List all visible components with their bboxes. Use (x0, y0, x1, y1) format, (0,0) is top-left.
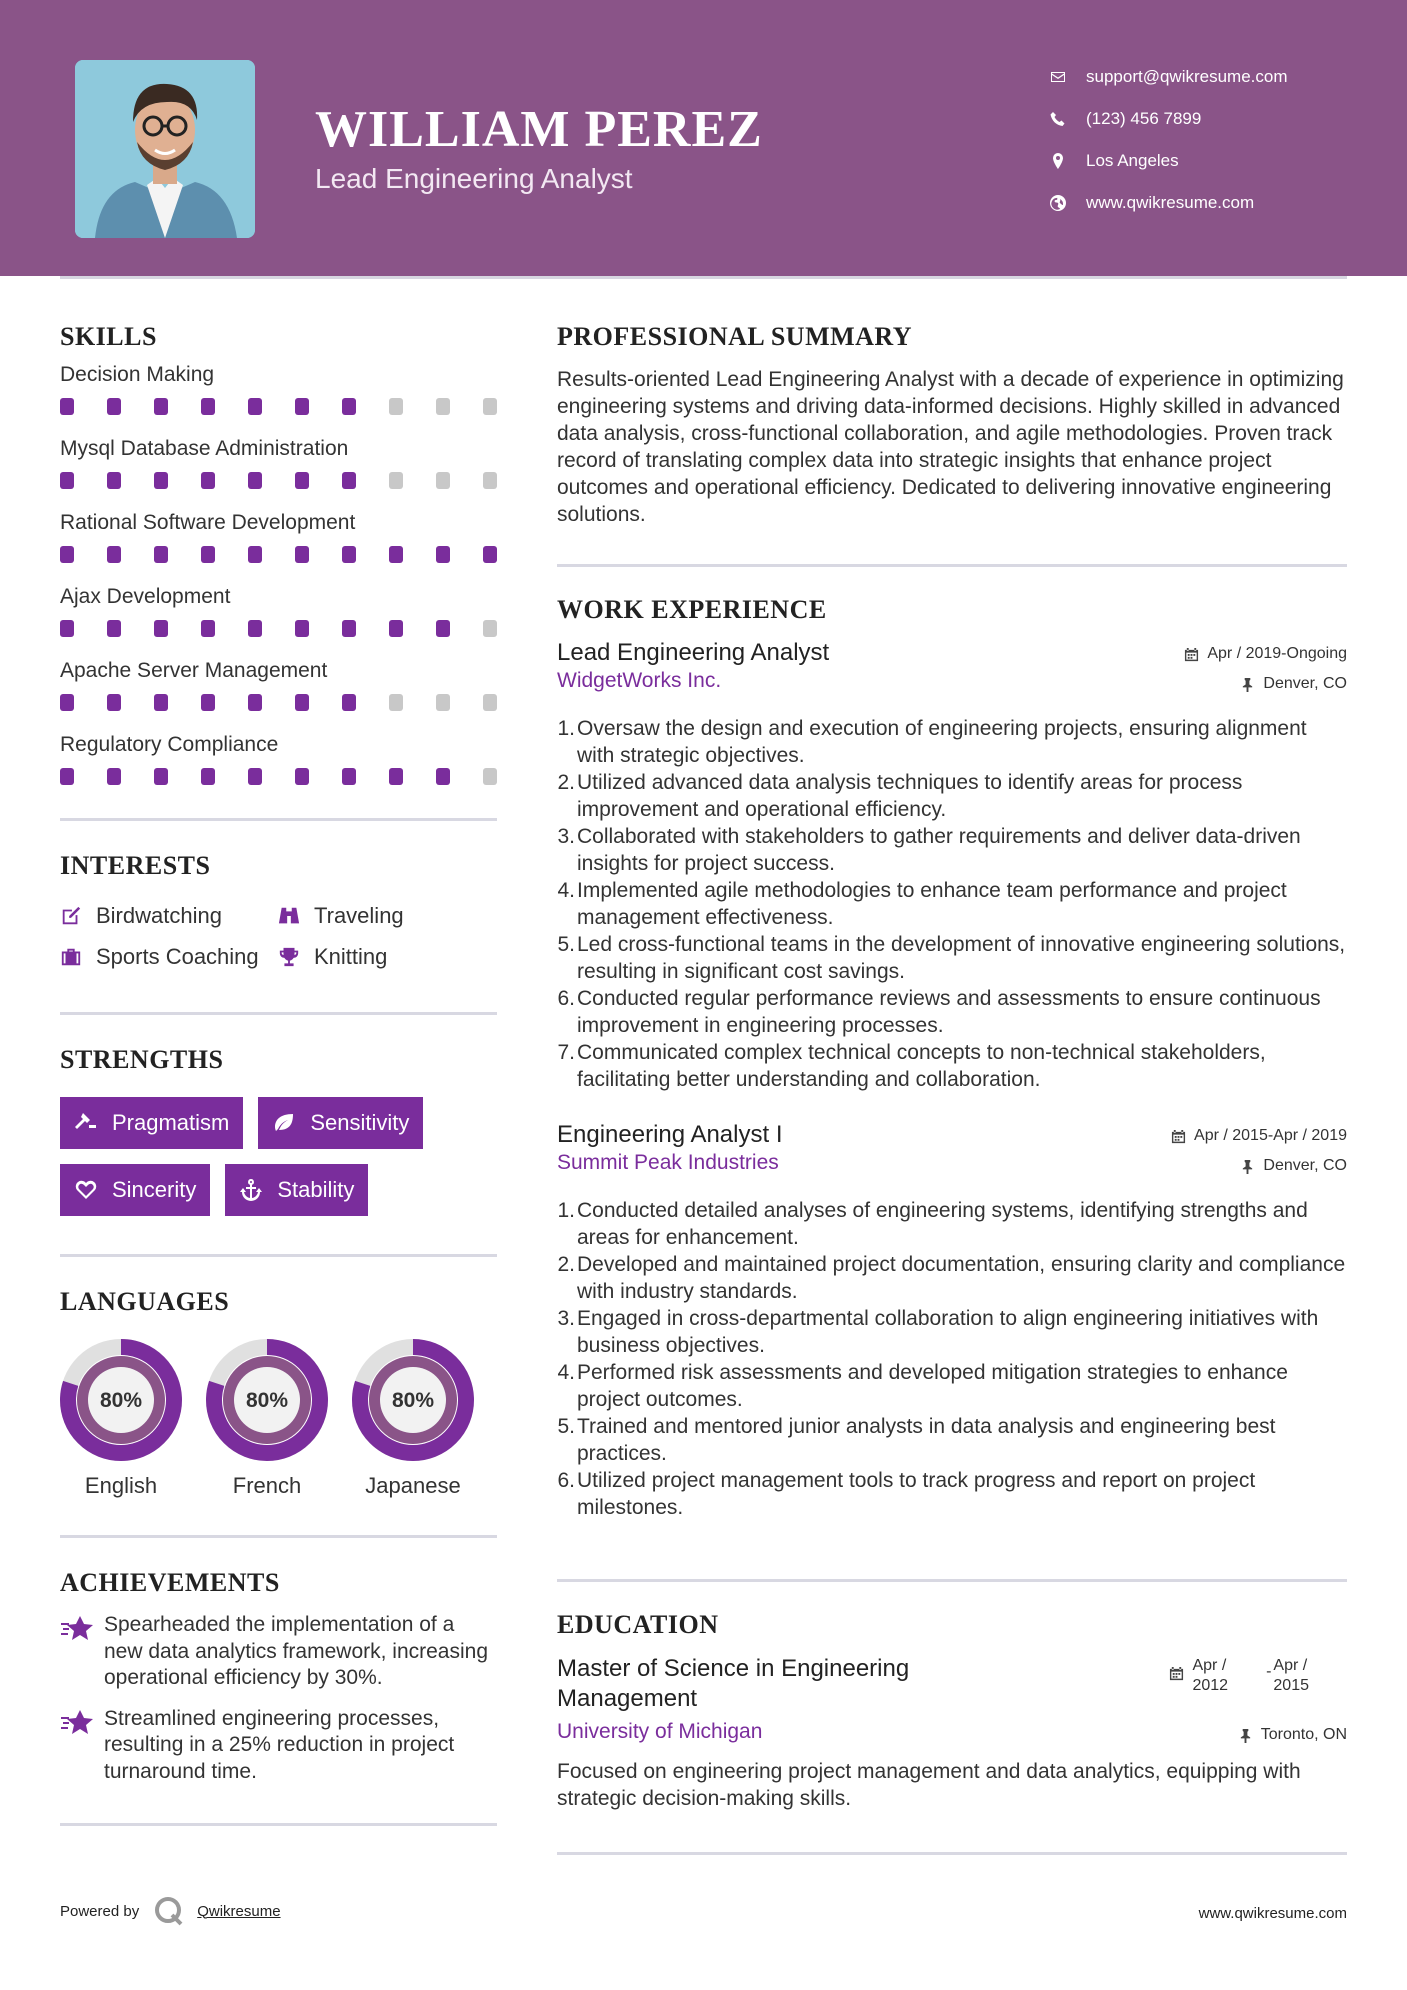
bullet-text: Trained and mentored junior analysts in data analysis and engineering best practices. (577, 1415, 1276, 1465)
strength-label: Sincerity (112, 1177, 197, 1202)
language-gauge (206, 1339, 328, 1461)
contact-phone[interactable] (1050, 98, 1288, 140)
skill-item (60, 726, 497, 800)
skill-item (60, 356, 497, 430)
rating-dot-filled (436, 546, 450, 563)
strength-tag (60, 1097, 243, 1149)
candidate-role: Lead Engineering Analyst (315, 163, 633, 194)
gauge-label: 80% (99, 1389, 143, 1412)
rating-dot-filled (295, 620, 309, 637)
job-header (557, 639, 1347, 669)
gauge-label: 80% (391, 1389, 435, 1412)
strength-label: Sensitivity (310, 1110, 410, 1135)
strength-label: Stability (277, 1177, 355, 1202)
education-subheader (557, 1720, 1347, 1750)
rating-dot-empty (483, 768, 497, 785)
bullet-text: Conducted regular performance reviews and assessments to ensure continuous improvement in engineering processes. (577, 987, 1321, 1037)
rating-dot-filled (201, 694, 215, 711)
skill-rating (60, 468, 497, 504)
rating-dot-filled (107, 694, 121, 711)
bullet-text: Communicated complex technical concepts to non-technical stakeholders, facilitating better understanding and collaboration. (577, 1041, 1266, 1091)
rating-dot-empty (483, 694, 497, 711)
rating-dot-filled (295, 694, 309, 711)
contact-location (1050, 140, 1288, 182)
language-gauge (352, 1339, 474, 1461)
date-separator: - (1266, 1663, 1272, 1680)
job-subheader (557, 669, 1347, 699)
anchor-icon (239, 1178, 263, 1202)
rating-dot-filled (201, 546, 215, 563)
rating-dot-empty (436, 472, 450, 489)
rating-dot-filled (436, 620, 450, 637)
rating-dot-filled (201, 398, 215, 415)
list-item: 6. Utilized project management tools to track progress and report on project milestones. (557, 1467, 1347, 1521)
job-dates (1184, 639, 1347, 669)
location-pin-icon (1050, 153, 1086, 169)
interests-list (60, 903, 497, 970)
company-name: WidgetWorks Inc. (557, 669, 722, 692)
rating-dot-filled (60, 694, 74, 711)
globe-icon (1050, 195, 1086, 211)
header-divider (60, 276, 1347, 279)
list-item: 1. Oversaw the design and execution of engineering projects, ensuring alignment with strategic objectives. (557, 715, 1347, 769)
list-item: 2. Developed and maintained project documentation, ensuring clarity and compliance with industry standards. (557, 1253, 1346, 1303)
degree-line-2: Management (557, 1685, 698, 1712)
calendar-icon (1169, 1666, 1184, 1681)
language-item (60, 1339, 182, 1499)
rating-dot-filled (342, 546, 356, 563)
start-date-line-1: Apr / (1192, 1657, 1227, 1674)
rating-dot-empty (483, 472, 497, 489)
education-title: EDUCATION (557, 1610, 719, 1639)
language-name: English (84, 1473, 158, 1498)
skills-title: SKILLS (60, 322, 157, 351)
footer-website[interactable]: www.qwikresume.com (1198, 1905, 1347, 1922)
strength-tag (258, 1097, 423, 1149)
interest-item (60, 944, 278, 970)
rating-dot-filled (60, 620, 74, 637)
summary-title: PROFESSIONAL SUMMARY (557, 322, 913, 351)
left-column (60, 322, 497, 1826)
job-location-text: Denver, CO (1263, 1157, 1347, 1174)
rating-dot-filled (342, 694, 356, 711)
rating-dot-filled (483, 546, 497, 563)
skill-rating (60, 764, 497, 800)
rating-dot-filled (248, 768, 262, 785)
rating-dot-filled (342, 768, 356, 785)
education-location (1238, 1720, 1347, 1750)
list-item: 4. Performed risk assessments and developed mitigation strategies to enhance project outcomes. (557, 1359, 1347, 1413)
rating-dot-filled (248, 546, 262, 563)
rating-dot-filled (60, 398, 74, 415)
section-divider (557, 1579, 1347, 1582)
interest-label: Birdwatching (96, 903, 222, 928)
rating-dot-filled (154, 694, 168, 711)
rating-dot-filled (107, 768, 121, 785)
gavel-icon (74, 1111, 98, 1135)
education-dates (1169, 1656, 1347, 1696)
interest-item (278, 903, 478, 929)
skills-list (60, 356, 497, 800)
candidate-name: WILLIAM PEREZ (315, 101, 763, 158)
contact-list (1050, 56, 1288, 224)
strengths-title: STRENGTHS (60, 1045, 224, 1074)
achievement-item (60, 1706, 497, 1786)
interests-title: INTERESTS (60, 851, 211, 880)
list-item: 6. Conducted regular performance reviews and assessments to ensure continuous improvement in engineering processes. (557, 985, 1347, 1039)
star-icon (60, 1708, 94, 1738)
phone-icon (1050, 111, 1086, 127)
briefcase-icon (60, 946, 82, 968)
rating-dot-filled (248, 694, 262, 711)
interest-label: Knitting (314, 944, 388, 969)
calendar-icon (1184, 647, 1199, 662)
rating-dot-filled (201, 472, 215, 489)
rating-dot-empty (389, 472, 403, 489)
skill-item (60, 430, 497, 504)
rating-dot-filled (295, 768, 309, 785)
job-location (1240, 1151, 1347, 1181)
interest-item (278, 944, 478, 970)
contact-phone-text: (123) 456 7899 (1086, 109, 1202, 128)
language-name: Japanese (365, 1473, 461, 1498)
strength-label: Pragmatism (112, 1110, 230, 1135)
rating-dot-filled (154, 620, 168, 637)
skill-name: Apache Server Management (60, 659, 328, 682)
skill-item (60, 504, 497, 578)
skill-rating (60, 394, 497, 430)
list-item: 5. Trained and mentored junior analysts in data analysis and engineering best practices. (557, 1413, 1347, 1467)
rating-dot-filled (389, 620, 403, 637)
contact-email-text: support@qwikresume.com (1086, 67, 1288, 86)
bullet-text: Performed risk assessments and developed mitigation strategies to enhance project outcomes. (577, 1361, 1288, 1411)
rating-dot-filled (60, 768, 74, 785)
contact-website-text: www.qwikresume.com (1086, 193, 1255, 212)
section-divider (557, 564, 1347, 567)
envelope-icon (1050, 69, 1086, 85)
strengths-list (60, 1097, 497, 1216)
heart-icon (74, 1178, 98, 1202)
rating-dot-filled (107, 546, 121, 563)
calendar-icon (1171, 1129, 1186, 1144)
job-location (1240, 669, 1347, 699)
bullet-text: Implemented agile methodologies to enhance team performance and project management effectiveness. (577, 879, 1287, 929)
rating-dot-filled (248, 620, 262, 637)
language-name: French (232, 1473, 302, 1498)
summary-text: Results-oriented Lead Engineering Analyst with a decade of experience in optimizing engineering systems and driving data-informed decisions. Highly skilled in advanced data analysis, cross-functional collaboration, and agile methodologies. Proven track record of translating complex data into strategic insights that enhance project outcomes and operational efficiency. Dedicated to delivering innovative engineering solutions. (557, 368, 1344, 526)
skill-item (60, 652, 497, 726)
bullet-text: Conducted detailed analyses of engineering systems, identifying strengths and areas for enhancement. (577, 1199, 1308, 1249)
rating-dot-filled (389, 768, 403, 785)
rating-dot-filled (436, 768, 450, 785)
rating-dot-empty (389, 398, 403, 415)
rating-dot-filled (342, 620, 356, 637)
job-title: Engineering Analyst I (557, 1121, 783, 1148)
list-item: 1. Conducted detailed analyses of engineering systems, identifying strengths and areas for enhancement. (557, 1197, 1347, 1251)
interest-label: Traveling (314, 903, 404, 928)
job-dates (1171, 1121, 1347, 1151)
job-subheader (557, 1151, 1347, 1181)
pushpin-icon (1238, 1728, 1253, 1743)
language-item (206, 1339, 328, 1499)
section-divider (60, 1535, 497, 1538)
achievements-list (60, 1612, 497, 1785)
rating-dot-filled (60, 472, 74, 489)
section-divider (60, 1823, 497, 1826)
job-entry (557, 1121, 1347, 1521)
brand-link[interactable]: Qwikresume (197, 1902, 281, 1920)
skill-rating (60, 616, 497, 652)
skill-item (60, 578, 497, 652)
skill-name: Regulatory Compliance (60, 733, 279, 756)
languages-list (60, 1339, 497, 1499)
rating-dot-empty (483, 620, 497, 637)
rating-dot-filled (342, 472, 356, 489)
interest-item (60, 903, 278, 929)
right-column (557, 322, 1347, 1855)
bullet-text: Oversaw the design and execution of engineering projects, ensuring alignment with strategic objectives. (577, 717, 1307, 767)
rating-dot-filled (154, 472, 168, 489)
job-header (557, 1121, 1347, 1151)
end-date-line-1: Apr / (1273, 1657, 1308, 1674)
achievement-text: Spearheaded the implementation of a new data analytics framework, increasing operational efficiency by 30%. (104, 1613, 489, 1689)
contact-website[interactable] (1050, 182, 1288, 224)
pushpin-icon (1240, 677, 1255, 692)
bullet-text: Utilized project management tools to track progress and report on project milestones. (577, 1469, 1256, 1519)
start-date (1192, 1656, 1228, 1696)
section-divider (557, 1852, 1347, 1855)
language-item (352, 1339, 474, 1499)
rating-dot-filled (107, 398, 121, 415)
list-item: 4. Implemented agile methodologies to enhance team performance and project management effectiveness. (557, 877, 1347, 931)
skill-name: Decision Making (60, 363, 215, 386)
job-bullets (557, 1197, 1347, 1521)
education-location-text: Toronto, ON (1260, 1726, 1347, 1743)
list-item: 5. Led cross-functional teams in the development of innovative engineering solutions, resulting in significant cost savings. (557, 933, 1346, 983)
rating-dot-filled (154, 768, 168, 785)
job-dates-text: Apr / 2019-Ongoing (1207, 645, 1347, 662)
contact-location-text: Los Angeles (1086, 151, 1179, 170)
strength-tag (225, 1164, 368, 1216)
languages-title: LANGUAGES (60, 1287, 230, 1316)
degree-title (557, 1654, 909, 1714)
bullet-text: Engaged in cross-departmental collaboration to align engineering initiatives with business objectives. (577, 1307, 1319, 1357)
leaf-icon (272, 1111, 296, 1135)
achievements-title: ACHIEVEMENTS (60, 1568, 280, 1597)
skill-rating (60, 542, 497, 578)
profile-photo (75, 60, 255, 238)
trophy-icon (278, 946, 300, 968)
rating-dot-filled (201, 620, 215, 637)
star-icon (60, 1614, 94, 1644)
rating-dot-filled (389, 546, 403, 563)
achievement-text: Streamlined engineering processes, resulting in a 25% reduction in project turnaround time. (104, 1706, 455, 1783)
list-item: 7. Communicated complex technical concepts to non-technical stakeholders, facilitating better understanding and collaboration. (557, 1039, 1347, 1093)
rating-dot-empty (483, 398, 497, 415)
rating-dot-empty (436, 398, 450, 415)
job-dates-text: Apr / 2015-Apr / 2019 (1194, 1127, 1347, 1144)
rating-dot-filled (107, 472, 121, 489)
rating-dot-empty (436, 694, 450, 711)
job-bullets (557, 715, 1347, 1093)
education-header (557, 1654, 1347, 1714)
resume-header (0, 0, 1407, 276)
rating-dot-filled (154, 398, 168, 415)
rating-dot-empty (389, 694, 403, 711)
gauge-label: 80% (245, 1389, 289, 1412)
bullet-text: Utilized advanced data analysis techniques to identify areas for process improvement and operational efficiency. (577, 771, 1243, 821)
binoculars-icon (278, 905, 300, 927)
rating-dot-filled (342, 398, 356, 415)
rating-dot-filled (154, 546, 168, 563)
rating-dot-filled (107, 620, 121, 637)
education-entry (557, 1654, 1347, 1812)
portrait-image (75, 60, 255, 238)
contact-email[interactable] (1050, 56, 1288, 98)
language-gauge (60, 1339, 182, 1461)
company-name: Summit Peak Industries (557, 1151, 779, 1174)
job-title: Lead Engineering Analyst (557, 639, 830, 666)
section-divider (60, 818, 497, 821)
skill-name: Ajax Development (60, 585, 231, 608)
rating-dot-filled (201, 768, 215, 785)
education-description: Focused on engineering project management and data analytics, equipping with strategic decision-making skills. (557, 1760, 1301, 1810)
bullet-text: Developed and maintained project documentation, ensuring clarity and compliance with industry standards. (577, 1253, 1346, 1303)
rating-dot-filled (60, 546, 74, 563)
achievement-item (60, 1612, 497, 1692)
pencil-square-icon (60, 905, 82, 927)
qwikresume-logo-icon (153, 1895, 185, 1927)
job-entry (557, 639, 1347, 1093)
skill-name: Mysql Database Administration (60, 437, 349, 460)
rating-dot-filled (248, 472, 262, 489)
end-date (1273, 1656, 1309, 1696)
section-divider (60, 1012, 497, 1015)
list-item: 3. Collaborated with stakeholders to gather requirements and deliver data-driven insights for project success. (557, 823, 1347, 877)
strength-tag (60, 1164, 210, 1216)
job-location-text: Denver, CO (1263, 675, 1347, 692)
skill-name: Rational Software Development (60, 511, 356, 534)
list-item: 3. Engaged in cross-departmental collaboration to align engineering initiatives with business objectives. (557, 1305, 1347, 1359)
footer-powered-by (60, 1895, 281, 1927)
degree-line-1: Master of Science in Engineering (557, 1655, 910, 1682)
rating-dot-filled (295, 546, 309, 563)
experience-title: WORK EXPERIENCE (557, 595, 827, 624)
start-date-line-2: 2012 (1192, 1677, 1229, 1694)
rating-dot-filled (295, 472, 309, 489)
rating-dot-filled (248, 398, 262, 415)
rating-dot-filled (295, 398, 309, 415)
powered-by-label: Powered by (60, 1902, 140, 1920)
section-divider (60, 1254, 497, 1257)
skill-rating (60, 690, 497, 726)
school-name: University of Michigan (557, 1720, 763, 1743)
end-date-line-2: 2015 (1273, 1677, 1309, 1694)
interest-label: Sports Coaching (96, 944, 259, 969)
pushpin-icon (1240, 1159, 1255, 1174)
list-item: 2. Utilized advanced data analysis techniques to identify areas for process improvement and operational efficiency. (557, 769, 1347, 823)
bullet-text: Collaborated with stakeholders to gather requirements and deliver data-driven insights for project success. (577, 825, 1301, 875)
bullet-text: Led cross-functional teams in the development of innovative engineering solutions, resulting in significant cost savings. (577, 933, 1346, 983)
